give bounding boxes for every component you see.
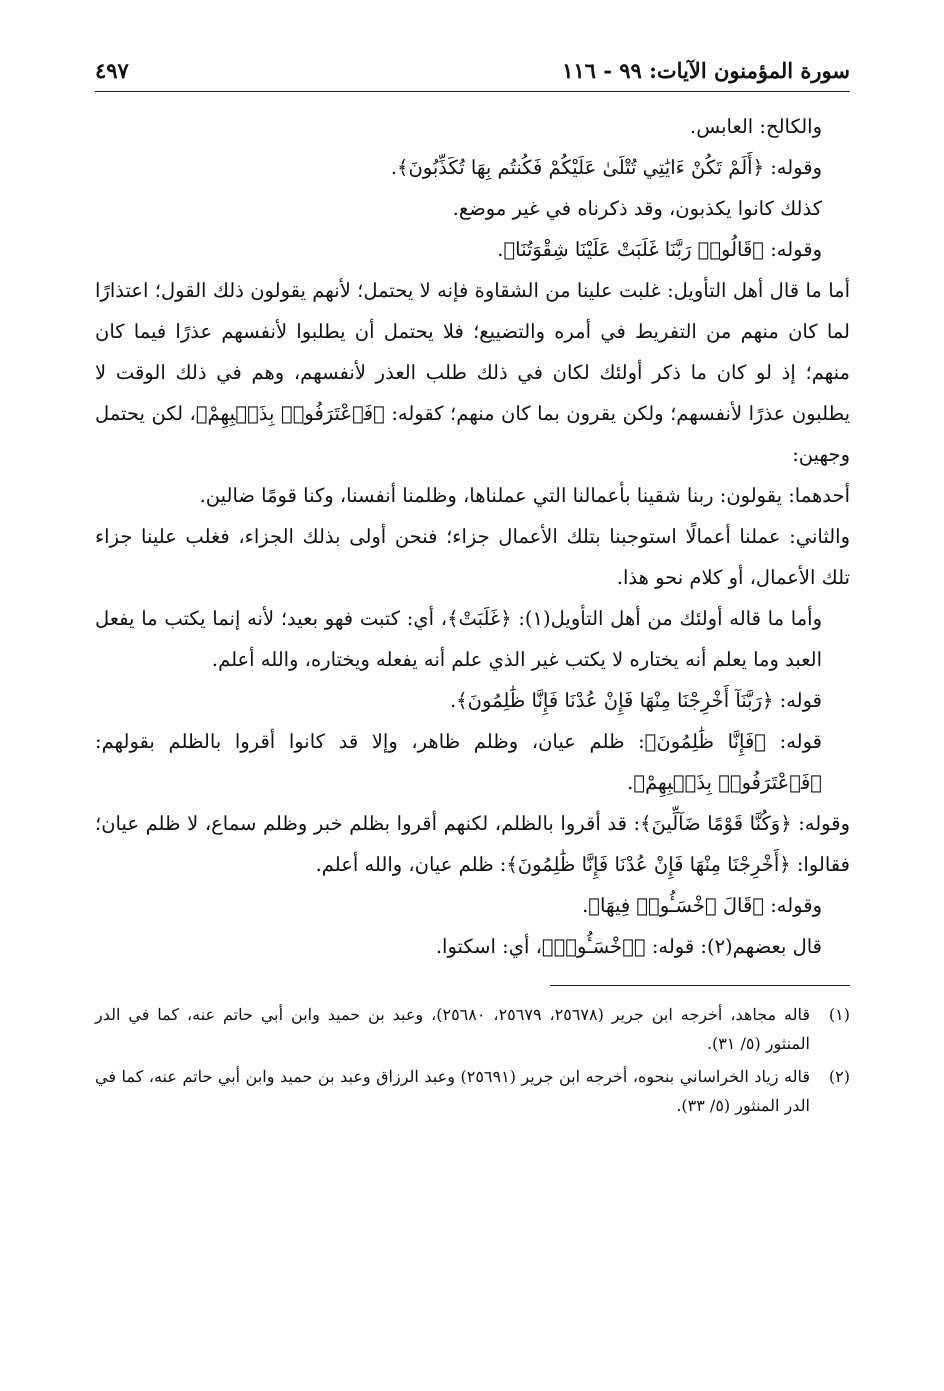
paragraph: والكالح: العابس. — [690, 115, 822, 138]
page-header — [95, 58, 850, 92]
paragraph: والثاني: عملنا أعمالًا استوجبنا بتلك الأعمال جزاء؛ فنحن أولى بذلك الجزاء، فغلب علينا جزاء تلك الأعمال، أو كلام نحو هذا. — [95, 525, 850, 589]
footnote-text: قاله زياد الخراساني بنحوه، أخرجه ابن جرير (٢٥٦٩١) وعبد الرزاق وعبد بن حميد وابن أبي حاتم عنه، كما في الدر المنثور (٥/ ٣٣). — [95, 1067, 811, 1115]
paragraph: وقوله: ﴿وَكُنَّا قَوْمًا ضَآلِّينَ﴾: قد أقروا بالظلم، لكنهم أقروا بظلم خبر وظلم سماع، لا ظلم عيان؛ فقالوا: ﴿أَخْرِجْنَا مِنْهَا فَإِنْ عُدْنَا فَإِنَّا ظَٰلِمُونَ﴾: ظلم عيان، والله أعلم. — [95, 812, 850, 876]
paragraph: قوله: ﴿فَإِنَّا ظَٰلِمُونَ﴾: ظلم عيان، وظلم ظاهر، وإلا قد كانوا أقروا بالظلم بقولهم: ﴿فَٱعْتَرَفُوا۟ بِذَنۢبِهِمْ﴾. — [95, 730, 822, 794]
paragraph: وقوله: ﴿قَالَ ٱخْسَـُٔوا۟ فِيهَا﴾. — [582, 894, 822, 917]
footnote — [95, 1000, 850, 1058]
main-text — [95, 106, 850, 967]
footnote-number: (١) — [828, 1005, 850, 1024]
paragraph: وقوله: ﴿أَلَمْ تَكُنْ ءَايَٰتِي تُتْلَىٰ عَلَيْكُمْ فَكُنتُم بِهَا تُكَذِّبُونَ﴾. — [390, 156, 822, 179]
paragraph: قال بعضهم(٢): قوله: ﴿ٱخْسَـُٔوا۟﴾، أي: اسكتوا. — [435, 935, 822, 958]
paragraph: وقوله: ﴿قَالُوا۟ رَبَّنَا غَلَبَتْ عَلَيْنَا شِقْوَتُنَا﴾. — [497, 238, 822, 261]
footnote-separator — [550, 985, 850, 986]
paragraph: وأما ما قاله أولئك من أهل التأويل(١): ﴿غَلَبَتْ﴾، أي: كتبت فهو بعيد؛ لأنه إنما يكتب ما يفعل العبد وما يعلم أنه يختاره لا يكتب غير الذي علم أنه يفعله ويختاره، والله أعلم. — [95, 607, 822, 671]
running-title: سورة المؤمنون الآيات: ٩٩ - ١١٦ — [562, 58, 850, 83]
page-number: ٤٩٧ — [95, 58, 129, 83]
paragraph: كذلك كانوا يكذبون، وقد ذكرناه في غير موضع. — [452, 197, 822, 220]
footnote — [95, 1062, 850, 1120]
footnotes — [95, 1000, 850, 1120]
footnote-number: (٢) — [828, 1067, 850, 1086]
paragraph: أما ما قال أهل التأويل: غلبت علينا من الشقاوة فإنه لا يحتمل؛ لأنهم يقولون ذلك القول؛ اعتذارًا لما كان منهم من التفريط في أمره والتضييع؛ فلا يحتمل أن يطلبوا لأنفسهم عذرًا فيما كان منهم؛ إذ لو كان ما ذكر أولئك لكان في ذلك طلب العذر لأنفسهم، وهم في ذلك الوقت لا يطلبون عذرًا لأنفسهم؛ ولكن يقرون بما كان منهم؛ كقوله: ﴿فَٱعْتَرَفُوا۟ بِذَنۢبِهِمْ﴾، لكن يحتمل وجهين: — [95, 279, 850, 466]
footnote-text: قاله مجاهد، أخرجه ابن جرير (٢٥٦٧٨، ٢٥٦٧٩، ٢٥٦٨٠)، وعبد بن حميد وابن أبي حاتم عنه، كما في الدر المنثور (٥/ ٣١). — [95, 1005, 811, 1053]
paragraph: قوله: ﴿رَبَّنَآ أَخْرِجْنَا مِنْهَا فَإِنْ عُدْنَا فَإِنَّا ظَٰلِمُونَ﴾. — [450, 689, 822, 712]
book-page — [95, 58, 850, 1124]
paragraph: أحدهما: يقولون: ربنا شقينا بأعمالنا التي عملناها، وظلمنا أنفسنا، وكنا قومًا ضالين. — [199, 484, 850, 507]
